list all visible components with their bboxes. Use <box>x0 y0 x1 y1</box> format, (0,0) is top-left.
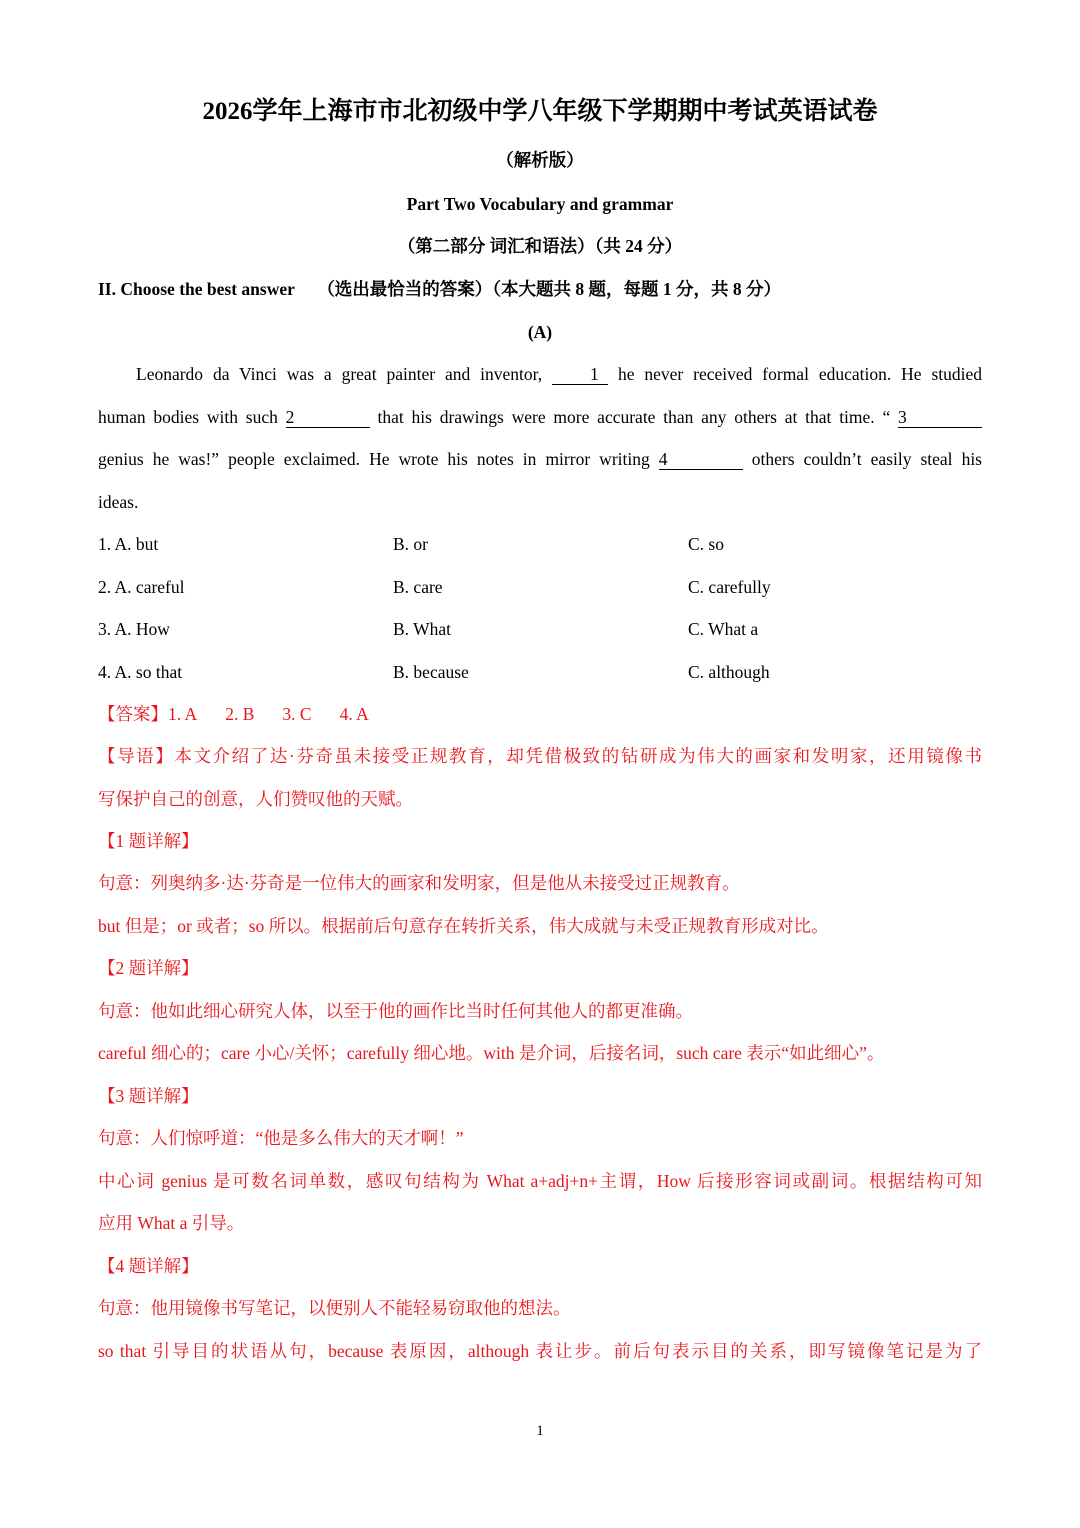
passage-text: that his drawings were more accurate than any others at that time. “ <box>377 407 891 427</box>
passage-line-4: ideas. <box>98 492 139 512</box>
passage-label: (A) <box>527 322 553 342</box>
question-3-option-a: 3. A. How <box>98 619 170 639</box>
question-1-option-a: 1. A. but <box>98 534 159 554</box>
question-1-option-c: C. so <box>688 534 724 554</box>
answer-item: 2. B <box>225 704 255 724</box>
passage-line-1 <box>98 362 982 386</box>
q4-detail-heading: 【4 题详解】 <box>98 1256 199 1276</box>
question-2-option-c: C. carefully <box>688 577 771 597</box>
answer-label: 【答案】 <box>98 704 168 724</box>
question-3-option-b: B. What <box>393 619 452 639</box>
question-4-option-a: 4. A. so that <box>98 662 183 682</box>
answer-item: 1. A <box>168 704 198 724</box>
passage-line-2 <box>98 405 982 429</box>
q4-detail-explanation: so that 引导目的状语从句，because 表原因，although 表让步。前后句表示目的关系，即写镜像笔记是为了 <box>98 1341 982 1361</box>
document-title: 2026学年上海市市北初级中学八年级下学期期中考试英语试卷 <box>202 98 878 125</box>
question-2-option-a: 2. A. careful <box>98 577 185 597</box>
question-2-option-b: B. care <box>393 577 443 597</box>
section-note: （选出最恰当的答案）（本大题共 8 题，每题 1 分，共 8 分） <box>317 279 782 299</box>
passage-text: genius he was!” people exclaimed. He wrote his notes in mirror writing <box>98 449 650 469</box>
question-3-option-c: C. What a <box>688 619 759 639</box>
passage-text: Leonardo da Vinci was a great painter and inventor, <box>136 364 543 384</box>
page-number: 1 <box>536 1423 544 1439</box>
question-4-option-c: C. although <box>688 662 770 682</box>
q4-detail-translation: 句意：他用镜像书写笔记，以便别人不能轻易窃取他的想法。 <box>98 1298 571 1318</box>
intro-line-1: 【导语】本文介绍了达·芬奇虽未接受正规教育，却凭借极致的钻研成为伟大的画家和发明家，还用镜像书 <box>98 746 982 766</box>
q3-detail-translation: 句意：人们惊呼道：“他是多么伟大的天才啊！” <box>98 1128 464 1148</box>
q3-detail-explanation: 中心词 genius 是可数名词单数，感叹句结构为 What a+adj+n+主谓，How 后接形容词或副词。根据结构可知 <box>98 1171 982 1191</box>
question-1-option-b: B. or <box>393 534 428 554</box>
blank-4: 4 <box>659 449 743 470</box>
blank-3: 3 <box>898 407 982 428</box>
q2-detail-explanation: careful 细心的；care 小心/关怀；carefully 细心地。with 是介词，后接名词，such care 表示“如此细心”。 <box>98 1043 885 1063</box>
answer-item: 4. A <box>339 704 369 724</box>
passage-text: human bodies with such <box>98 407 278 427</box>
q3-detail-explanation-cont: 应用 What a 引导。 <box>98 1213 245 1233</box>
answer-line <box>98 702 397 726</box>
blank-1: 1 <box>552 364 608 385</box>
passage-line-3 <box>98 447 982 471</box>
part-title: Part Two Vocabulary and grammar <box>406 194 674 214</box>
passage-text: he never received formal education. He studied <box>617 364 983 384</box>
answer-item: 3. C <box>282 704 312 724</box>
intro-line-2: 写保护自己的创意，人们赞叹他的天赋。 <box>98 789 413 809</box>
q1-detail-explanation: but 但是；or 或者；so 所以。根据前后句意存在转折关系，伟大成就与未受正规教育形成对比。 <box>98 916 829 936</box>
q1-detail-translation: 句意：列奥纳多·达·芬奇是一位伟大的画家和发明家，但是他从未接受过正规教育。 <box>98 873 740 893</box>
document-subtitle: （解析版） <box>496 150 584 170</box>
passage-text: others couldn’t easily steal his <box>751 449 982 469</box>
blank-2: 2 <box>286 407 370 428</box>
q2-detail-heading: 【2 题详解】 <box>98 958 199 978</box>
question-4-option-b: B. because <box>393 662 469 682</box>
q2-detail-translation: 句意：他如此细心研究人体，以至于他的画作比当时任何其他人的都更准确。 <box>98 1001 693 1021</box>
section-heading <box>98 277 781 301</box>
q3-detail-heading: 【3 题详解】 <box>98 1086 199 1106</box>
q1-detail-heading: 【1 题详解】 <box>98 831 199 851</box>
part-subtitle: （第二部分 词汇和语法）（共 24 分） <box>397 236 683 256</box>
section-label: II. Choose the best answer <box>98 279 295 299</box>
